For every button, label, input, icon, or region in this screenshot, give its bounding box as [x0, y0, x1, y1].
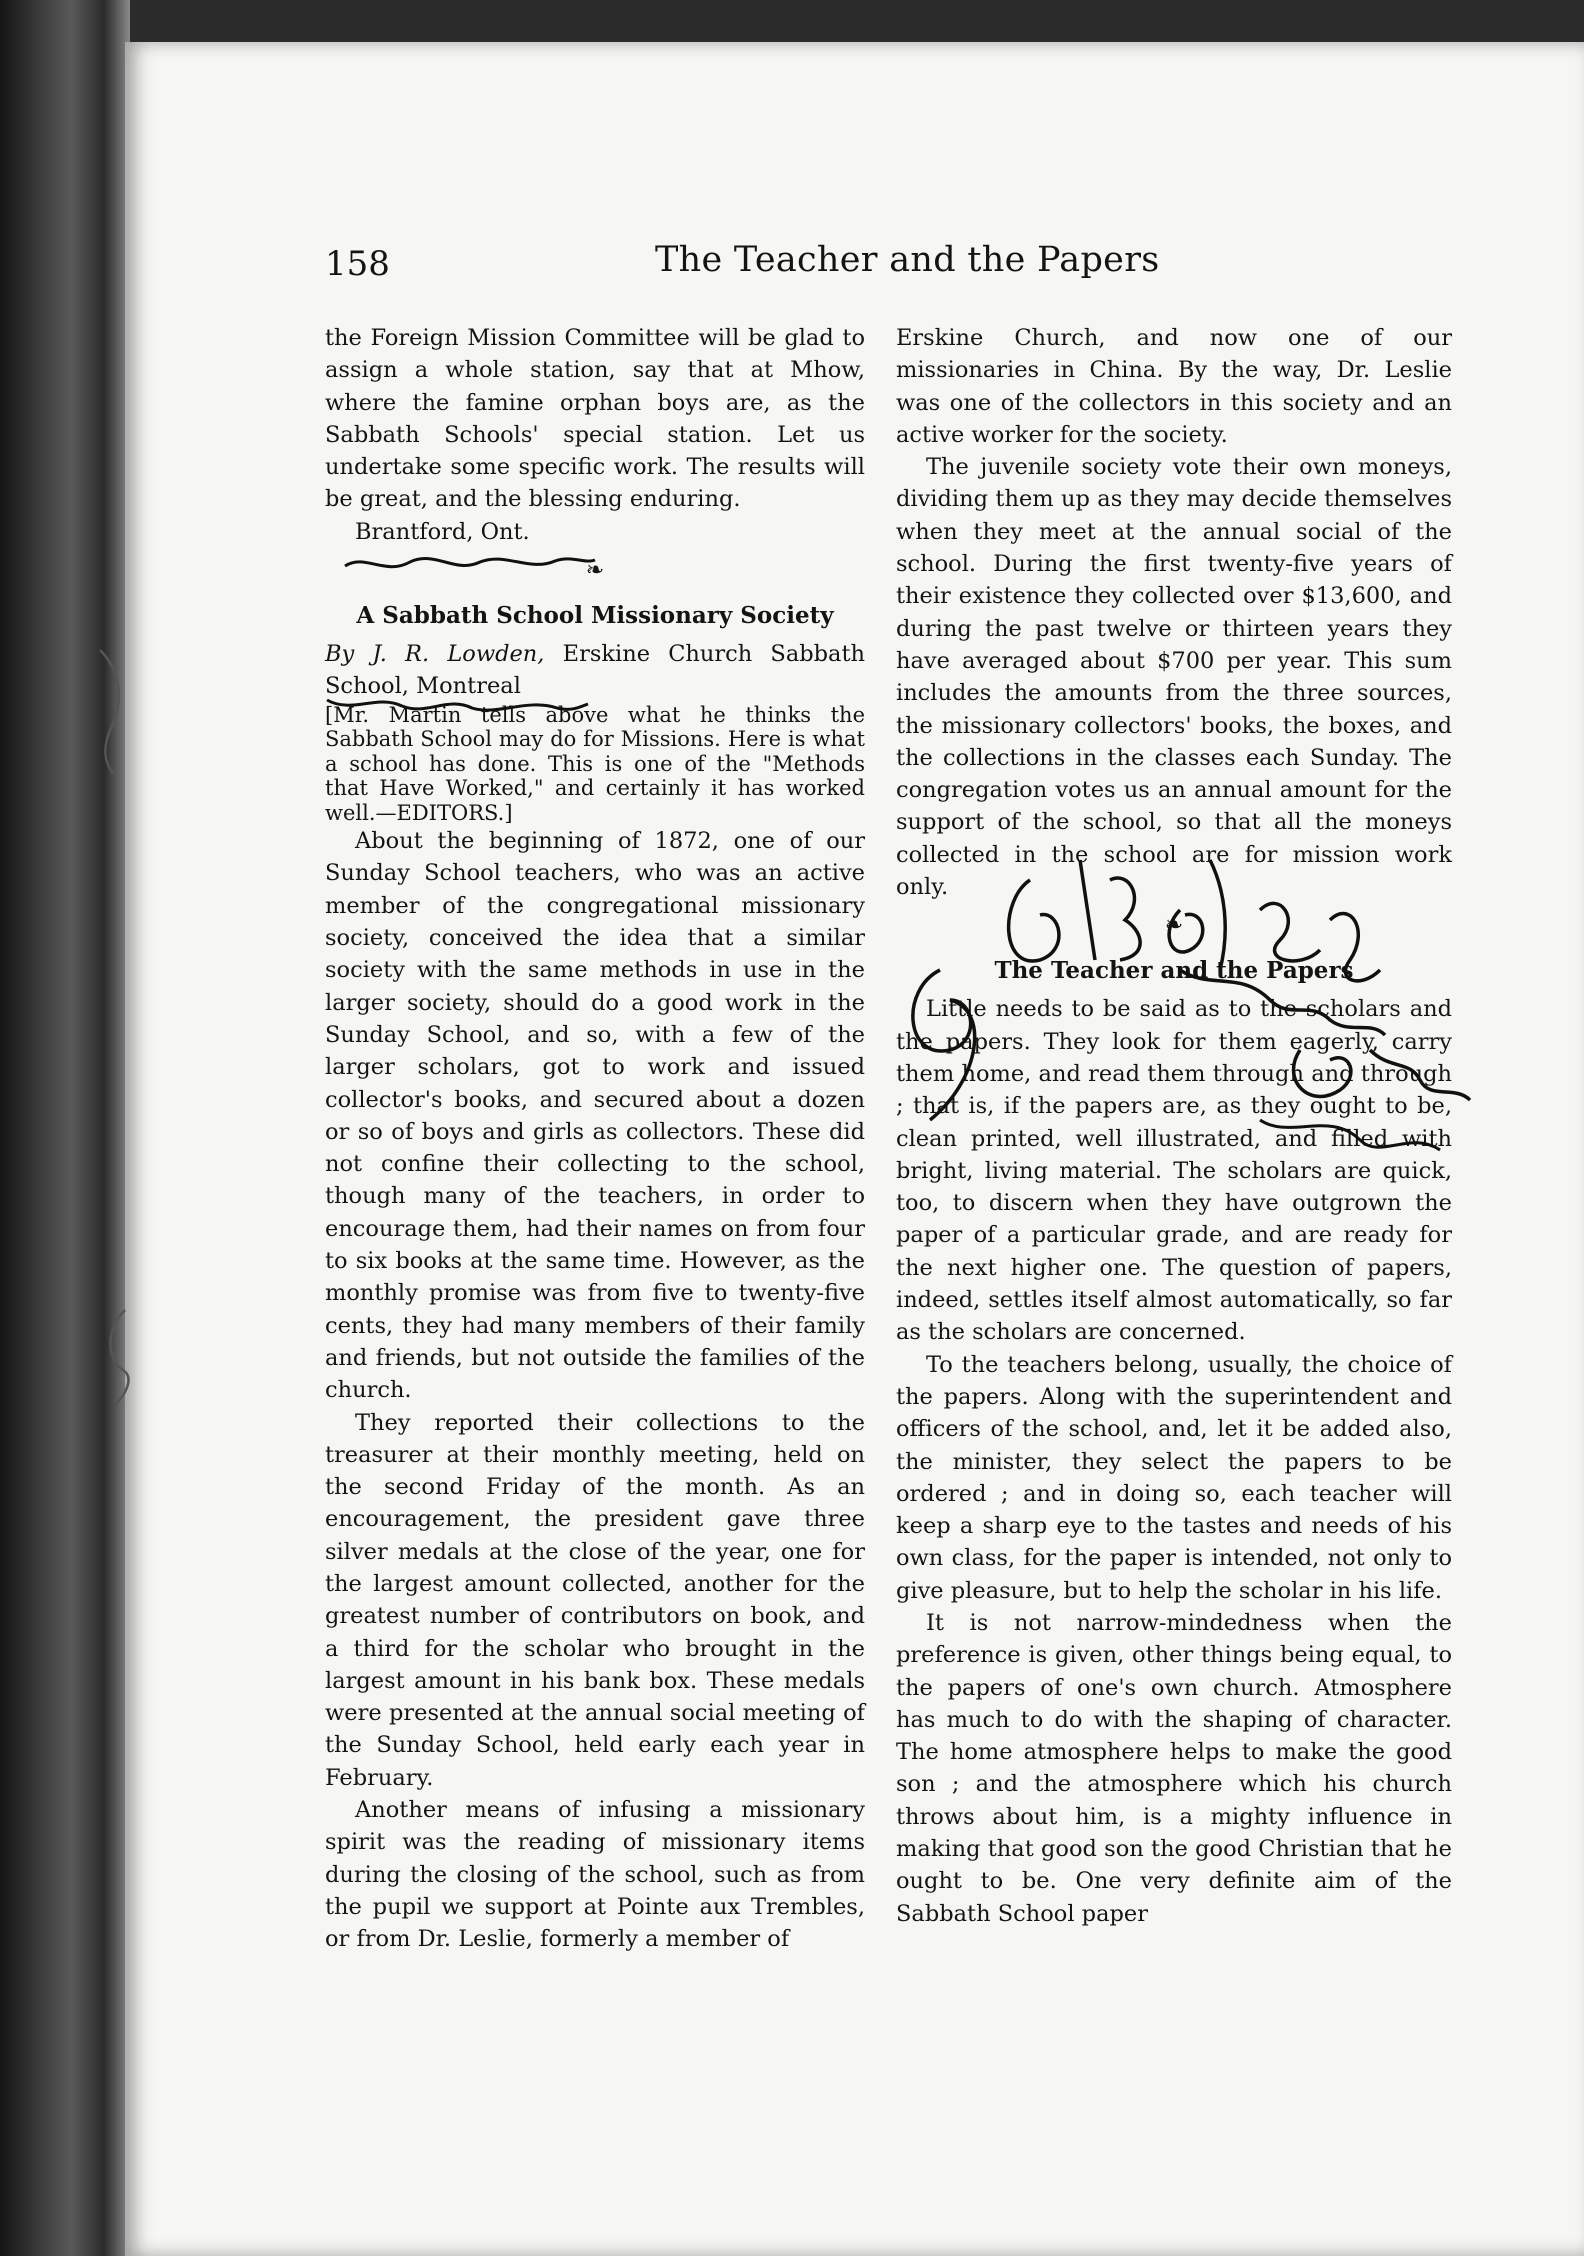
body-paragraph: About the beginning of 1872, one of our Sunday School teachers, who was an active member of the congregational missionary society, conceived the idea that a similar society with the same methods in use in the larger society, should do a good work in the Sunday School, and so, with a few of the larger scholars, got to work and issued collector's books, and secured about a dozen or so of boys and girls as collectors. These did not confine their collecting to the school, though many of the teachers, in order to encourage them, had their names on from four to six books at the same time. However, as the monthly promise was from five to twenty-five cents, they had many members of their family and friends, but not outside the families of the church. — [325, 828, 865, 1404]
body-paragraph: Little needs to be said as to the scholars and the papers. They look for them eagerly, carry them home, and read them through and through ; that is, if the papers are, as they ought to be, clean printed, well illustrated, and filled with bright, living material. The scholars are quick, too, to discern when they have outgrown the paper of a particular grade, and are ready for the next higher one. The question of papers, indeed, settles itself almost automatically, so far as the scholars are concerned. — [896, 996, 1452, 1346]
left-column — [325, 322, 865, 1956]
book-spine — [0, 0, 130, 2256]
byline-author: By J. R. Lowden, — [325, 641, 545, 668]
article-title: The Teacher and the Papers — [994, 957, 1354, 985]
right-column — [896, 322, 1452, 1930]
section-ornament: ❧ — [585, 558, 605, 584]
article-title: A Sabbath School Missionary Society — [356, 602, 834, 630]
byline-affiliation: Erskine Church Sabbath School, Montreal — [325, 641, 866, 700]
body-paragraph: It is not narrow-mindedness when the preference is given, other things being equal, to the papers of one's own church. Atmosphere has much to do with the shaping of character. The home atmosphere helps to make the good son ; and the atmosphere which his church throws about him, is a mighty influence in making that good son the good Christian that he ought to be. One very definite aim of the Sabbath School paper — [896, 1609, 1452, 1927]
continuation-paragraph: the Foreign Mission Committee will be glad to assign a whole station, say that at Mhow, where the famine orphan boys are, as the Sabbath Schools' special station. Let us undertake some specific work. The results will be great, and the blessing enduring. — [325, 325, 865, 513]
running-title: The Teacher and the Papers — [655, 240, 1160, 280]
page-number: 158 — [325, 244, 390, 284]
running-head — [325, 240, 1425, 284]
byline — [325, 638, 865, 703]
editor-note: [Mr. Martin tells above what he thinks the Sabbath School may do for Missions. Here is what a school has done. This is one of the "Methods that Have Worked," and certainly it has worked well.—EDITORS.] — [325, 702, 865, 825]
body-paragraph: To the teachers belong, usually, the choice of the papers. Along with the superintendent and officers of the school, and, let it be added also, the minister, they select the papers to be ordered ; and in doing so, each teacher will keep a sharp eye to the tastes and needs of his own class, for the paper is intended, not only to give pleasure, but to help the scholar in his life. — [896, 1351, 1452, 1604]
continuation-paragraph: Erskine Church, and now one of our missionaries in China. By the way, Dr. Leslie was one of the collectors in this society and an active worker for the society. — [896, 325, 1452, 448]
section-ornament: ❧ — [1164, 913, 1184, 939]
place-signature: Brantford, Ont. — [355, 518, 530, 545]
body-paragraph: The juvenile society vote their own moneys, dividing them up as they may decide themselves when they meet at the annual social of the school. During the first twenty-five years of their existence they collected over $13,600, and during the past twelve or thirteen years they have averaged about $700 per year. This sum includes the amounts from the three sources, the missionary collectors' books, the boxes, and the collections in the classes each Sunday. The congregation votes us an annual amount for the support of the school, so that all the moneys collected in the school are for mission work only. — [896, 454, 1452, 901]
body-paragraph: Another means of infusing a missionary spirit was the reading of missionary items during the closing of the school, such as from the pupil we support at Pointe aux Trembles, or from Dr. Leslie, formerly a member of — [325, 1797, 865, 1953]
body-paragraph: They reported their collections to the treasurer at their monthly meeting, held on the second Friday of the month. As an encouragement, the president gave three silver medals at the close of the year, one for the largest amount collected, another for the greatest number of contributors on book, and a third for the scholar who brought in the largest amount in his bank box. These medals were presented at the annual social meeting of the Sunday School, held early each year in February. — [325, 1409, 865, 1791]
